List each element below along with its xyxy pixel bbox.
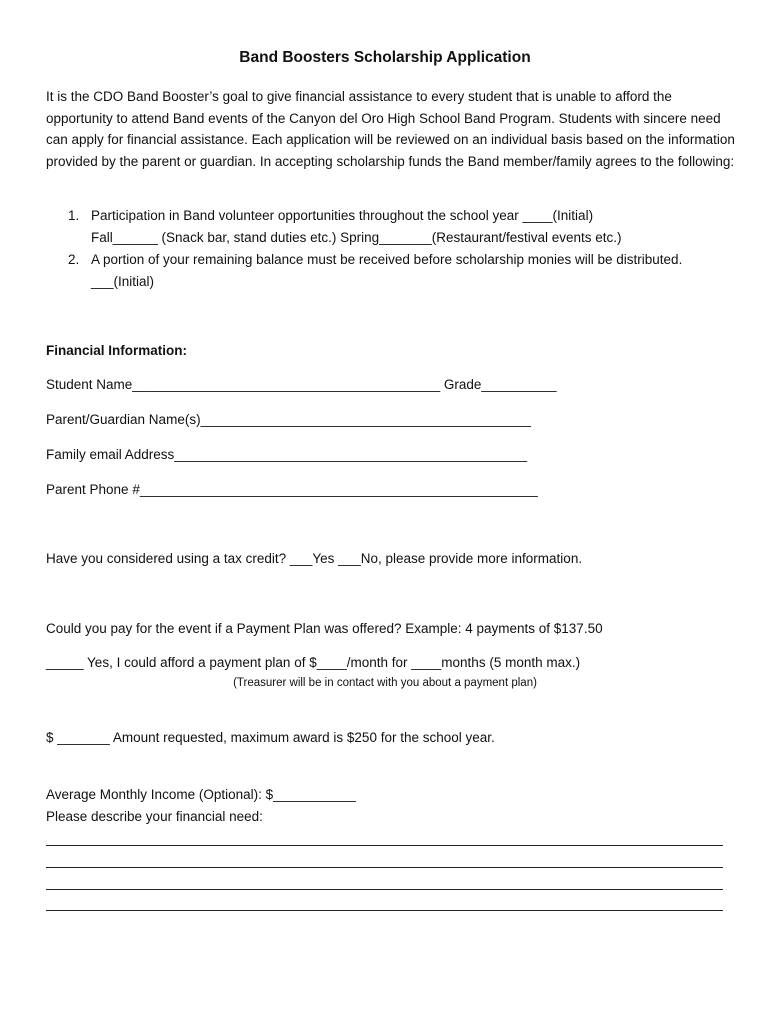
list-item-2 bbox=[46, 252, 682, 267]
email-field[interactable]: Family email Address_______________________________________________ bbox=[46, 447, 528, 462]
payment-plan-question: Could you pay for the event if a Payment Plan was offered? Example: 4 payments of $137.50 bbox=[46, 621, 603, 636]
financial-need-label: Please describe your financial need: bbox=[46, 809, 263, 824]
list-item-1-continuation: Fall______ (Snack bar, stand duties etc.) Spring_______(Restaurant/festival events etc.) bbox=[91, 230, 622, 245]
parent-name-field[interactable]: Parent/Guardian Name(s)____________________________________________ bbox=[46, 412, 531, 427]
payment-plan-answer[interactable]: _____ Yes, I could afford a payment plan of $____/month for ____months (5 month max.) bbox=[46, 655, 581, 670]
financial-need-line[interactable] bbox=[46, 910, 723, 911]
list-item-1 bbox=[46, 208, 593, 223]
monthly-income-field[interactable]: Average Monthly Income (Optional): $___________ bbox=[46, 787, 356, 802]
document-title: Band Boosters Scholarship Application bbox=[239, 49, 531, 66]
student-name-field[interactable]: Student Name_________________________________________ Grade__________ bbox=[46, 377, 557, 392]
list-item-2-continuation: ___(Initial) bbox=[91, 274, 155, 289]
list-number: 2. bbox=[68, 252, 80, 267]
list-item-text: A portion of your remaining balance must be received before scholarship monies will be distributed. bbox=[91, 252, 683, 267]
financial-need-line[interactable] bbox=[46, 889, 723, 890]
treasurer-note: (Treasurer will be in contact with you about a payment plan) bbox=[233, 677, 537, 689]
financial-need-line[interactable] bbox=[46, 867, 723, 868]
financial-need-line[interactable] bbox=[46, 845, 723, 846]
phone-field[interactable]: Parent Phone #_____________________________________________________ bbox=[46, 482, 538, 497]
financial-info-heading: Financial Information: bbox=[46, 343, 188, 358]
list-number: 1. bbox=[68, 208, 80, 223]
tax-credit-question[interactable]: Have you considered using a tax credit? ___Yes ___No, please provide more information. bbox=[46, 551, 583, 566]
list-item-text: Participation in Band volunteer opportunities throughout the school year ____(Initial) bbox=[91, 208, 594, 223]
intro-paragraph: It is the CDO Band Booster’s goal to give financial assistance to every student that is unable to afford the opportunity to attend Band events of the Canyon del Oro High School Band Program. Students with sincere need can apply for financial assistance. Each application will be reviewed on an individual basis based on the information provided by the parent or guardian. In accepting scholarship funds the Band member/family agrees to the following: bbox=[46, 89, 735, 169]
amount-requested-field[interactable]: $ _______ Amount requested, maximum award is $250 for the school year. bbox=[46, 730, 495, 745]
